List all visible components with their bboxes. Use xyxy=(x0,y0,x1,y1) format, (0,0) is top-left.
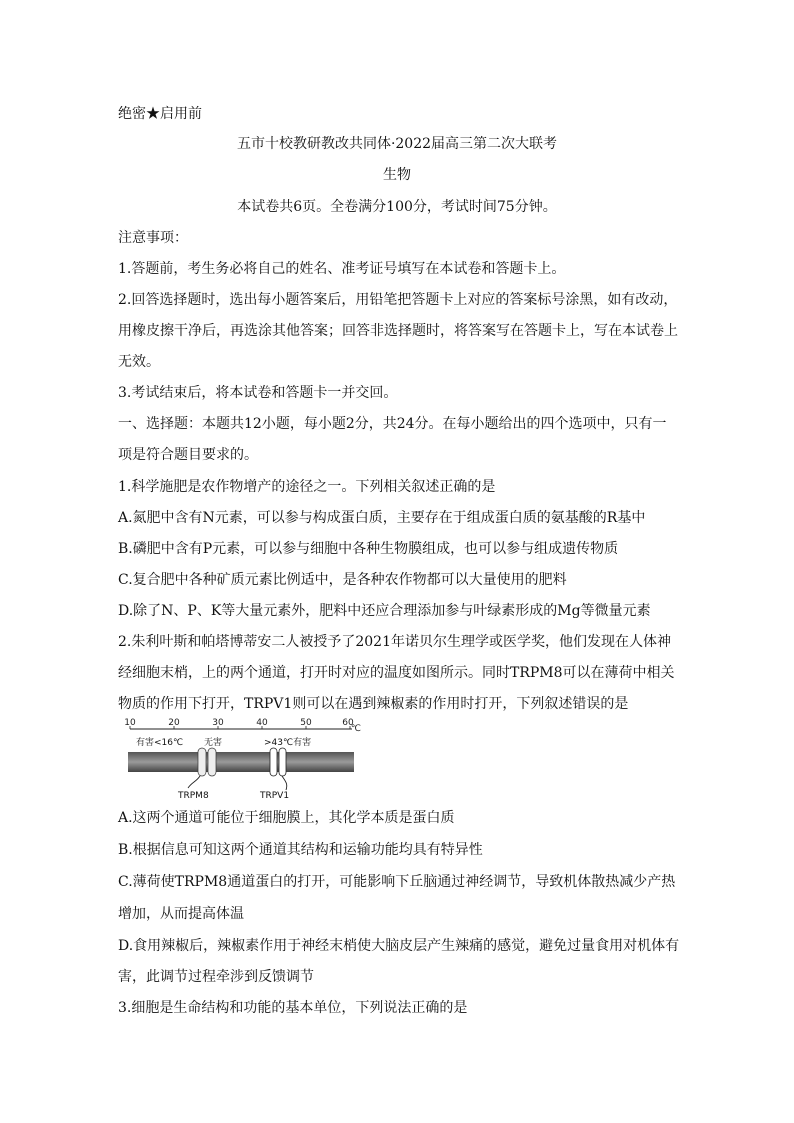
q2-option-c-line-2: 增加，从而提高体温 xyxy=(118,906,244,922)
q2-stem-line-1: 2.朱利叶斯和帕塔博蒂安二人被授予了2021年诺贝尔生理学或医学奖，他们发现在人体神 xyxy=(118,634,671,650)
q2-option-b: B.根据信息可知这两个通道其结构和运输功能均具有特异性 xyxy=(118,842,483,858)
section-1-line-1: 一、选择题：本题共12小题，每小题2分，共24分。在每小题给出的四个选项中，只有一 xyxy=(118,416,667,432)
q2-option-c-line-1: C.薄荷使TRPM8通道蛋白的打开，可能影响下丘脑通过神经调节，导致机体散热减少产热 xyxy=(118,874,676,890)
harmful-high-label: >43℃有害 xyxy=(264,738,312,748)
q1-option-a: A.氮肥中含有N元素，可以参与构成蛋白质，主要存在于组成蛋白质的氨基酸的R基中 xyxy=(118,510,646,526)
tick-label-10: 10 xyxy=(124,718,136,728)
q2-option-d-line-2: 害，此调节过程牵涉到反馈调节 xyxy=(118,969,314,985)
cell-membrane-band xyxy=(128,752,354,772)
q3-stem: 3.细胞是生命结构和功能的基本单位，下列说法正确的是 xyxy=(118,1000,468,1016)
q2-option-a: A.这两个通道可能位于细胞膜上，其化学本质是蛋白质 xyxy=(118,810,455,826)
q2-stem-line-3: 物质的作用下打开，TRPV1则可以在遇到辣椒素的作用时打开，下列叙述错误的是 xyxy=(118,696,629,712)
tick-label-30: 30 xyxy=(212,718,224,728)
q1-stem: 1.科学施肥是农作物增产的途径之一。下列相关叙述正确的是 xyxy=(118,479,496,495)
unit-label: ℃ xyxy=(350,724,361,734)
temperature-channel-figure xyxy=(122,718,362,800)
tick-label-50: 50 xyxy=(300,718,312,728)
notes-item-3: 3.考试结束后，将本试卷和答题卡一并交回。 xyxy=(118,385,398,401)
notes-heading: 注意事项： xyxy=(118,230,188,246)
q1-option-b: B.磷肥中含有P元素，可以参与细胞中各种生物膜组成，也可以参与组成遗传物质 xyxy=(118,541,619,557)
exam-info: 本试卷共6页。全卷满分100分，考试时间75分钟。 xyxy=(237,199,557,215)
notes-item-1: 1.答题前，考生务必将自己的姓名、准考证号填写在本试卷和答题卡上。 xyxy=(118,261,566,277)
exam-title: 五市十校教研教改共同体·2022届高三第二次大联考 xyxy=(236,136,558,152)
notes-item-2-line-3: 无效。 xyxy=(118,354,160,370)
notes-item-2-line-2: 用橡皮擦干净后，再选涂其他答案；回答非选择题时，将答案写在答题卡上，写在本试卷上 xyxy=(118,323,678,339)
notes-item-2-line-1: 2.回答选择题时，选出每小题答案后，用铅笔把答题卡上对应的答案标号涂黑，如有改动， xyxy=(118,292,678,308)
harmless-label: 无害 xyxy=(204,738,223,748)
trpm8-label: TRPM8 xyxy=(178,791,209,800)
tick-label-60: 60 xyxy=(342,718,354,728)
tick-label-20: 20 xyxy=(168,718,180,728)
secret-label: 绝密★启用前 xyxy=(118,106,202,122)
harmful-low-label: 有害<16℃ xyxy=(136,738,184,748)
section-1-line-2: 项是符合题目要求的。 xyxy=(118,447,258,463)
trpv1-label: TRPV1 xyxy=(260,791,290,800)
subject-title: 生物 xyxy=(383,167,411,183)
q1-option-d: D.除了N、P、K等大量元素外，肥料中还应合理添加参与叶绿素形成的Mg等微量元素 xyxy=(118,603,651,619)
q2-option-d-line-1: D.食用辣椒后，辣椒素作用于神经末梢使大脑皮层产生辣痛的感觉，避免过量食用对机体有 xyxy=(118,938,680,954)
q2-stem-line-2: 经细胞末梢，上的两个通道，打开时对应的温度如图所示。同时TRPM8可以在薄荷中相关 xyxy=(118,665,675,681)
q1-option-c: C.复合肥中各种矿质元素比例适中，是各种农作物都可以大量使用的肥料 xyxy=(118,572,567,588)
tick-label-40: 40 xyxy=(256,718,268,728)
